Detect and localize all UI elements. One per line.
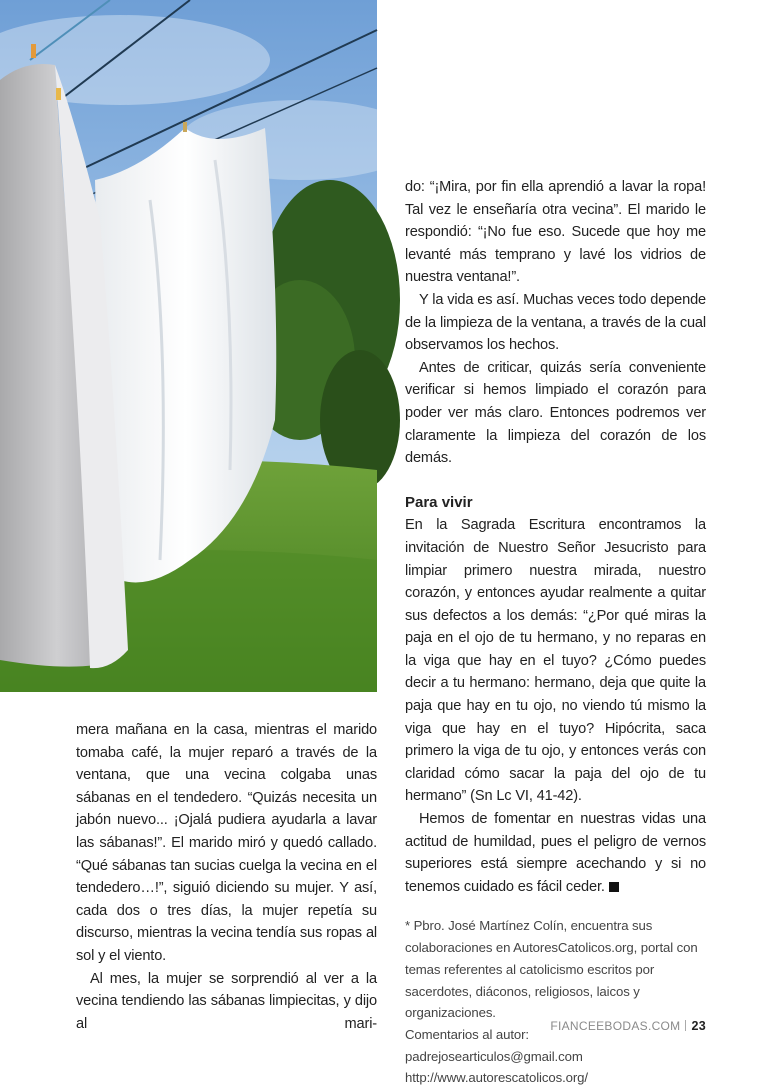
footnote-credit: * Pbro. José Martínez Colín, encuentra sus colaboraciones en AutoresCatolicos.org, portal con temas referentes al catolicismo escritos por sacerdotes, diáconos, religiosos, laicos y organizaciones. [405, 918, 698, 1021]
section-title: Para vivir [405, 493, 473, 511]
end-of-article-mark-icon [609, 882, 619, 892]
article-right-column [405, 176, 706, 1089]
footnote-comments-label: Comentarios al autor: [405, 1026, 529, 1042]
article-paragraph: Al mes, la mujer se sorprendió al ver a la vecina tendiendo las sábanas limpiecitas, y dijo al mari- [76, 970, 377, 1032]
page-folio [550, 1019, 706, 1033]
section-paragraph: En la Sagrada Escritura encontramos la invitación de Nuestro Señor Jesucristo para limpiar primero nuestra mirada, nuestro corazón, y entonces ayudar realmente a quitar sus defectos a los demás: “¿Por qué miras la paja en el ojo de tu hermano, y no reparas en la viga que hay en el tuyo? ¿Cómo puedes decir a tu hermano: hermano, deja que quite la paja que hay en tu ojo, no viendo tú mismo la viga que hay en el tuyo? Hipócrita, saca primero la viga de tu ojo, y entonces verás con claridad cómo sacar la paja del ojo de tu hermano” (Sn Lc VI, 41-42). [405, 517, 706, 805]
section-paragraph [405, 808, 706, 898]
clothesline-photo [0, 0, 377, 692]
article-paragraph: do: “¡Mira, por fin ella aprendió a lavar la ropa! Tal vez le enseñaría otra vecina”. El marido le respondió: “¡No fue eso. Sucede que hoy me levanté más temprano y lavé los vidrios de nuestra ventana!”. [405, 179, 706, 286]
author-footnote [405, 915, 706, 1089]
folio-site: FIANCEEBODAS.COM [550, 1019, 681, 1033]
page-number: 23 [691, 1019, 706, 1033]
article-left-column [76, 719, 377, 1035]
footnote-website-link[interactable]: http://www.autorescatolicos.org/ [405, 1070, 588, 1086]
article-paragraph: Y la vida es así. Muchas veces todo depende de la limpieza de la ventana, a través de la cual observamos los hechos. [405, 291, 706, 354]
closing-paragraph-text: Hemos de fomentar en nuestras vidas una actitud de humildad, pues el peligro de vernos superiores está siempre acechando y si no tenemos cuidado es fácil ceder. [405, 811, 706, 895]
folio-divider [685, 1020, 686, 1031]
article-paragraph: mera mañana en la casa, mientras el marido tomaba café, la mujer reparó a través de la ventana, que una vecina colgaba unas sábanas en el tendedero. “Quizás necesita un jabón nuevo... ¡Ojalá pudiera ayudarla a lavar las sábanas!”. El marido miró y quedó callado. “Qué sábanas tan sucias cuelga la vecina en el tendedero…!”, siguió diciendo su mujer. Y así, cada dos o tres días, la mujer repetía su discurso, mientras la vecina tendía sus ropas al sol y el viento. [76, 722, 377, 964]
footnote-email-link[interactable]: padrejosearticulos@gmail.com [405, 1048, 583, 1064]
article-paragraph: Antes de criticar, quizás sería conveniente verificar si hemos limpiado el corazón para poder ver más claro. Entonces podremos ver claramente la limpieza del corazón de los demás. [405, 359, 706, 467]
